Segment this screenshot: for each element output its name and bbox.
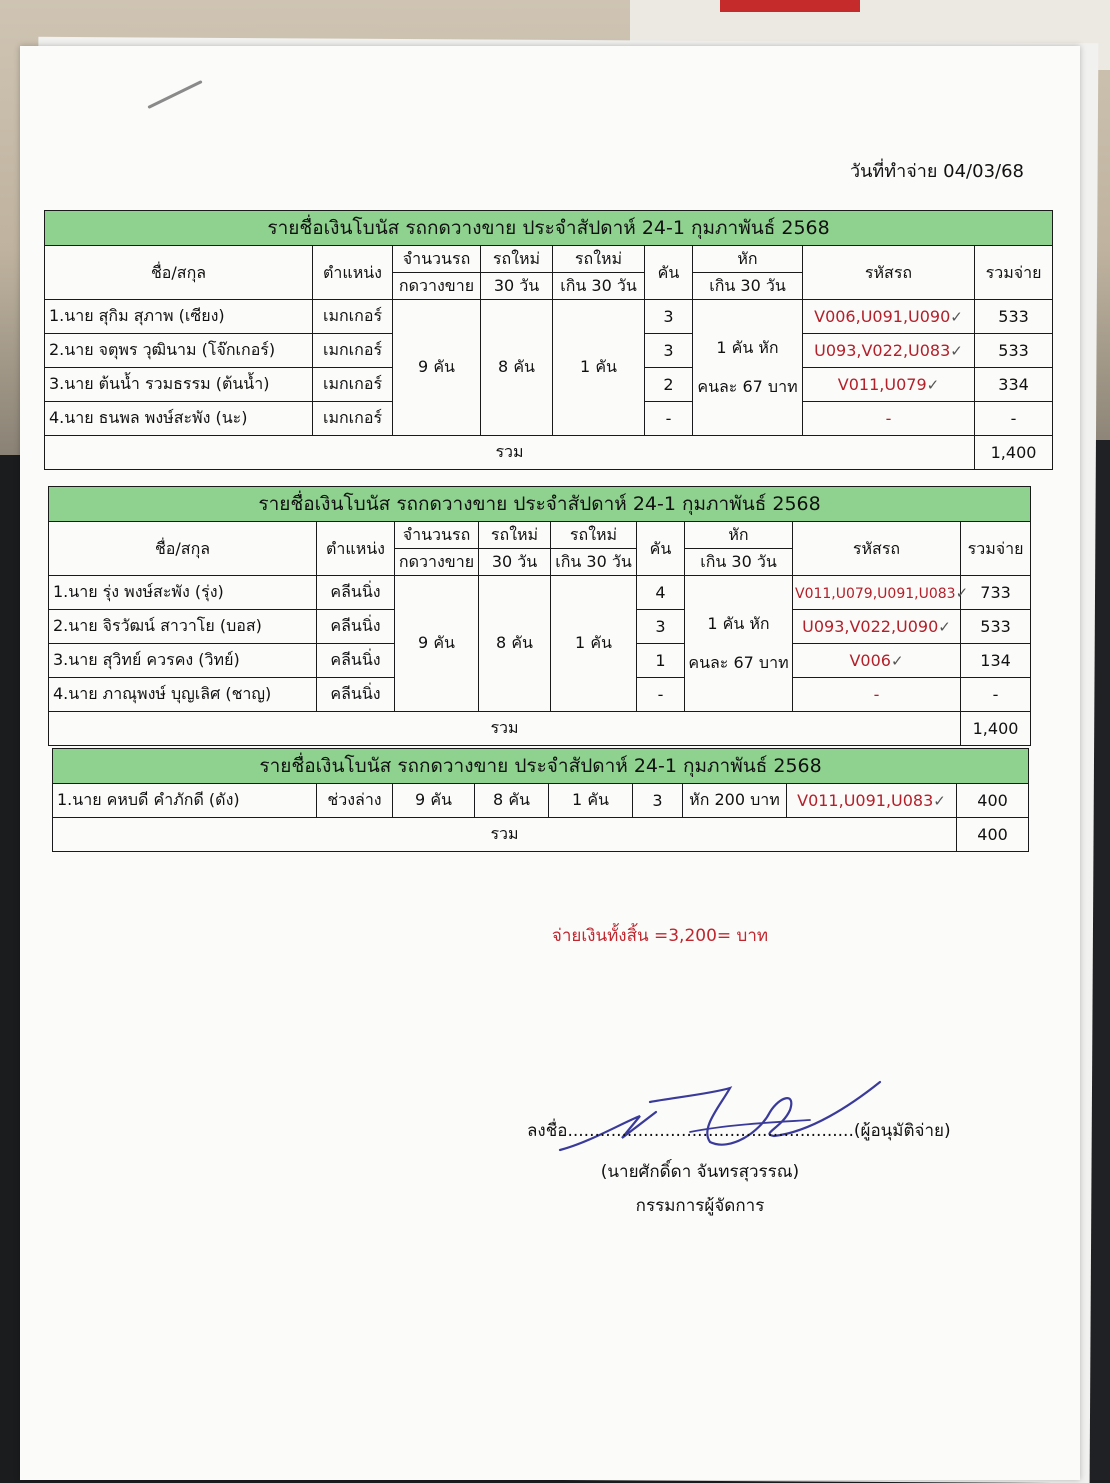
header-total: รวมจ่าย: [961, 522, 1031, 576]
deduction: [685, 576, 793, 712]
employee-position: เมกเกอร์: [313, 334, 393, 368]
table-title: รายชื่อเงินโบนัส รถกดวางขาย ประจำสัปดาห์ 24-1 กุมภาพันธ์ 2568: [45, 211, 1053, 246]
employee-name: 3.นาย ต้นน้ำ รวมธรรม (ต้นน้ำ): [45, 368, 313, 402]
employee-position: เมกเกอร์: [313, 402, 393, 436]
row-total: -: [961, 678, 1031, 712]
header-position: ตำแหน่ง: [313, 246, 393, 300]
header-new-30: รถใหม่: [479, 522, 551, 549]
row-total: 334: [975, 368, 1053, 402]
employee-position: เมกเกอร์: [313, 300, 393, 334]
unit-count: 4: [637, 576, 685, 610]
header-new-30: รถใหม่: [481, 246, 553, 273]
header-cars-sub: กดวางขาย: [395, 549, 479, 576]
header-code: รหัสรถ: [803, 246, 975, 300]
employee-name: 1.นาย คหบดี คำภักดี (ดัง): [53, 784, 317, 818]
check-mark-icon: ✓: [890, 652, 904, 670]
car-codes-text: V011,U091,U083: [797, 791, 934, 810]
deduction: หัก 200 บาท: [683, 784, 787, 818]
car-codes: [803, 300, 975, 334]
bonus-table-makers: [44, 210, 1053, 470]
check-mark-icon: ✓: [950, 342, 963, 360]
header-deduct-sub: เกิน 30 วัน: [685, 549, 793, 576]
unit-count: 3: [645, 300, 693, 334]
header-over-30-sub: เกิน 30 วัน: [553, 273, 645, 300]
pay-date: วันที่ทำจ่าย 04/03/68: [849, 161, 1024, 182]
background-sign: [720, 0, 860, 12]
table-title: รายชื่อเงินโบนัส รถกดวางขาย ประจำสัปดาห์ 24-1 กุมภาพันธ์ 2568: [49, 487, 1031, 522]
over-30-count: 1 คัน: [551, 576, 637, 712]
header-position: ตำแหน่ง: [317, 522, 395, 576]
employee-position: คลีนนิ่ง: [317, 610, 395, 644]
car-codes: [793, 610, 961, 644]
header-cars: จำนวนรถ: [393, 246, 481, 273]
employee-name: 4.นาย ภาณุพงษ์ บุญเลิศ (ชาญ): [49, 678, 317, 712]
cars-count: 9 คัน: [393, 300, 481, 436]
table-row: [53, 784, 1029, 818]
sum-value: 1,400: [961, 712, 1031, 746]
car-codes-text: V006: [849, 651, 891, 670]
employee-position: คลีนนิ่ง: [317, 644, 395, 678]
row-total: 533: [975, 300, 1053, 334]
row-total: -: [975, 402, 1053, 436]
check-mark-icon: ✓: [926, 376, 940, 394]
car-codes: -: [803, 402, 975, 436]
deduction-line2: คนละ 67 บาท: [688, 652, 789, 672]
car-codes-text: U093,V022,U090: [802, 617, 939, 636]
header-deduct: หัก: [693, 246, 803, 273]
car-codes-text: V011,U079,U091,U083: [795, 585, 956, 602]
header-deduct-sub: เกิน 30 วัน: [693, 273, 803, 300]
row-total: 400: [957, 784, 1029, 818]
over-30-count: 1 คัน: [553, 300, 645, 436]
sum-row: [49, 712, 1031, 746]
employee-position: คลีนนิ่ง: [317, 678, 395, 712]
header-cars: จำนวนรถ: [395, 522, 479, 549]
car-codes-text: V011,U079: [837, 375, 927, 394]
signer-role: กรรมการผู้จัดการ: [635, 1196, 765, 1216]
employee-position: เมกเกอร์: [313, 368, 393, 402]
new-30-count: 8 คัน: [475, 784, 549, 818]
over-30-count: 1 คัน: [549, 784, 633, 818]
row-total: 533: [961, 610, 1031, 644]
unit-count: 3: [633, 784, 683, 818]
header-cars-sub: กดวางขาย: [393, 273, 481, 300]
sum-row: [53, 818, 1029, 852]
new-30-count: 8 คัน: [479, 576, 551, 712]
deduction-line2: คนละ 67 บาท: [697, 376, 798, 396]
bonus-table-undercarriage: [52, 748, 1029, 852]
cars-count: 9 คัน: [393, 784, 475, 818]
row-total: 533: [975, 334, 1053, 368]
deduction: [693, 300, 803, 436]
unit-count: -: [637, 678, 685, 712]
cars-count: 9 คัน: [395, 576, 479, 712]
car-codes: [793, 644, 961, 678]
employee-name: 4.นาย ธนพล พงษ์สะพัง (นะ): [45, 402, 313, 436]
unit-count: 3: [637, 610, 685, 644]
unit-count: 2: [645, 368, 693, 402]
sum-value: 400: [957, 818, 1029, 852]
row-total: 134: [961, 644, 1031, 678]
deduction-line1: 1 คัน หัก: [716, 337, 779, 357]
signer-name: (นายศักดิ์ดา จันทรสุวรรณ): [600, 1162, 800, 1182]
signature-line: ลงชื่อ.....................................................(ผู้อนุมัติจ่าย): [527, 1121, 951, 1141]
table-row: [49, 576, 1031, 610]
sum-label: รวม: [49, 712, 961, 746]
header-over-30: รถใหม่: [553, 246, 645, 273]
sum-row: [45, 436, 1053, 470]
car-codes: [803, 334, 975, 368]
header-new-30-sub: 30 วัน: [479, 549, 551, 576]
check-mark-icon: ✓: [938, 618, 951, 636]
car-codes: [787, 784, 957, 818]
sum-value: 1,400: [975, 436, 1053, 470]
employee-name: 2.นาย จตุพร วุฒินาม (โจ๊กเกอร์): [45, 334, 313, 368]
car-codes-text: U093,V022,U083: [814, 341, 951, 360]
deduction-line1: 1 คัน หัก: [707, 613, 770, 633]
row-total: 733: [961, 576, 1031, 610]
employee-position: ช่วงล่าง: [317, 784, 393, 818]
employee-name: 1.นาย สุกิม สุภาพ (เซียง): [45, 300, 313, 334]
unit-count: 1: [637, 644, 685, 678]
bonus-table-cleaning: [48, 486, 1031, 746]
table-row: [45, 300, 1053, 334]
header-new-30-sub: 30 วัน: [481, 273, 553, 300]
header-name: ชื่อ/สกุล: [49, 522, 317, 576]
header-name: ชื่อ/สกุล: [45, 246, 313, 300]
header-over-30: รถใหม่: [551, 522, 637, 549]
employee-name: 1.นาย รุ่ง พงษ์สะพัง (รุ่ง): [49, 576, 317, 610]
grand-total: จ่ายเงินทั้งสิ้น =3,200= บาท: [551, 926, 769, 946]
check-mark-icon: ✓: [950, 308, 963, 326]
car-codes: [803, 368, 975, 402]
header-unit: คัน: [637, 522, 685, 576]
sum-label: รวม: [45, 436, 975, 470]
unit-count: -: [645, 402, 693, 436]
header-over-30-sub: เกิน 30 วัน: [551, 549, 637, 576]
car-codes: [793, 576, 969, 610]
check-mark-icon: ✓: [955, 583, 969, 602]
new-30-count: 8 คัน: [481, 300, 553, 436]
header-deduct: หัก: [685, 522, 793, 549]
employee-position: คลีนนิ่ง: [317, 576, 395, 610]
table-title: รายชื่อเงินโบนัส รถกดวางขาย ประจำสัปดาห์ 24-1 กุมภาพันธ์ 2568: [53, 749, 1029, 784]
header-code: รหัสรถ: [793, 522, 961, 576]
check-mark-icon: ✓: [933, 792, 946, 810]
car-codes: -: [793, 678, 961, 712]
header-unit: คัน: [645, 246, 693, 300]
unit-count: 3: [645, 334, 693, 368]
employee-name: 2.นาย จิรวัฒน์ สาวาโย (บอส): [49, 610, 317, 644]
sum-label: รวม: [53, 818, 957, 852]
car-codes-text: V006,U091,U090: [814, 307, 951, 326]
header-total: รวมจ่าย: [975, 246, 1053, 300]
employee-name: 3.นาย สุวิทย์ ควรคง (วิทย์): [49, 644, 317, 678]
